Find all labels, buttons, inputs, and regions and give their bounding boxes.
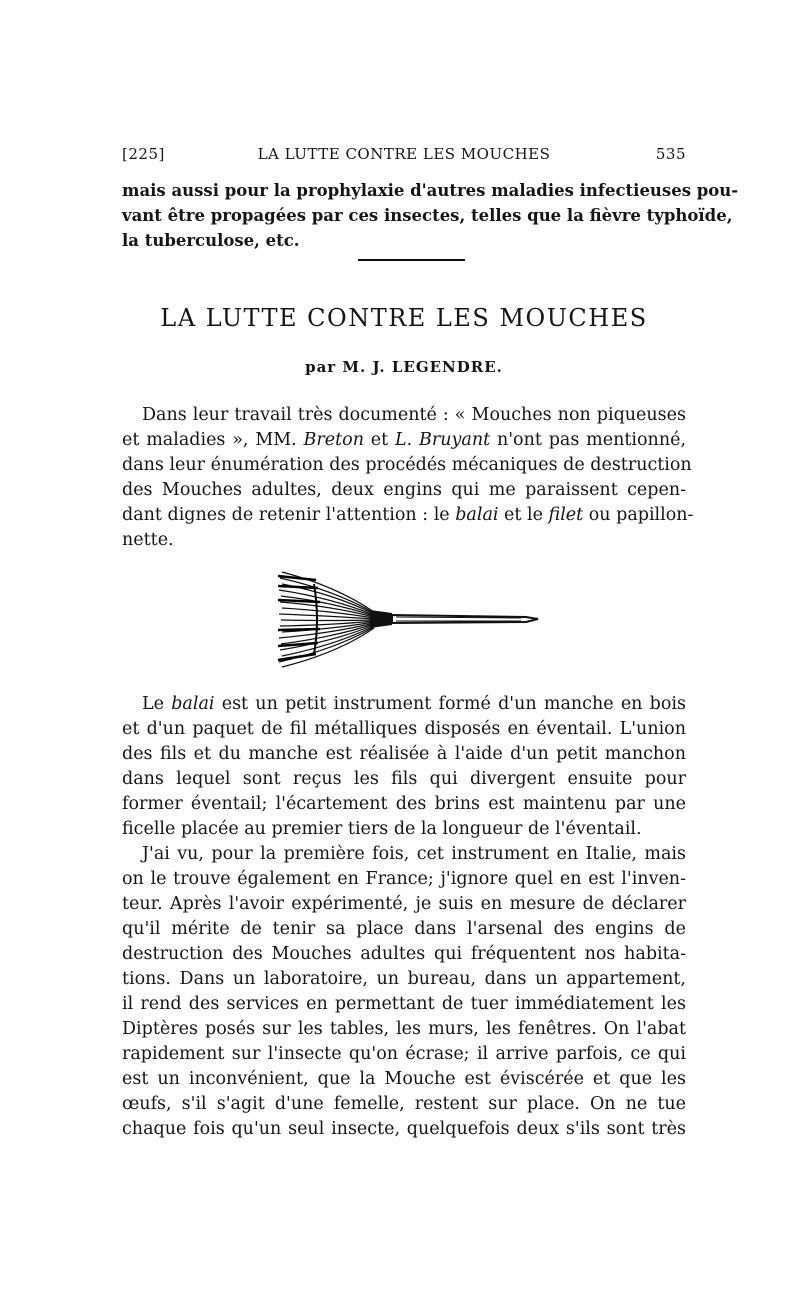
text-run: est un petit instrument formé d'un manche en bois (214, 694, 686, 714)
left-folio: [225] (122, 145, 165, 163)
text-line: J'ai vu, pour la première fois, cet instrument en Italie, mais (142, 844, 686, 864)
text-line: chaque fois qu'un seul insecte, quelquefois deux s'ils sont très (122, 1119, 686, 1139)
text-line: teur. Après l'avoir expérimenté, je suis en mesure de déclarer (122, 894, 686, 914)
text-line: œufs, s'il s'agit d'une femelle, restent sur place. On ne tue (122, 1094, 686, 1114)
text-line: des fils et du manche est réalisée à l'aide d'un petit manchon (122, 744, 686, 764)
text-line: des Mouches adultes, deux engins qui me paraissent cepen- (122, 480, 686, 500)
text-line: rapidement sur l'insecte qu'on écrase; il arrive parfois, ce qui (122, 1044, 686, 1064)
term-balai: balai (455, 505, 499, 525)
text-line: mais aussi pour la prophylaxie d'autres maladies infectieuses pou- (122, 181, 739, 200)
text-line: Dans leur travail très documenté : « Mouches non piqueuses (142, 405, 686, 425)
text-line (122, 503, 694, 528)
text-run: et le (498, 505, 549, 525)
intro-paragraph (122, 178, 739, 253)
article-title: LA LUTTE CONTRE LES MOUCHES (160, 304, 648, 332)
article-byline: par M. J. LEGENDRE. (305, 358, 503, 376)
text-line: qu'il mérite de tenir sa place dans l'arsenal des engins de (122, 919, 686, 939)
text-run: et maladies », MM. (122, 430, 304, 450)
text-line: on le trouve également en France; j'ignore quel en est l'inven- (122, 869, 686, 889)
running-head-title: LA LUTTE CONTRE LES MOUCHES (257, 145, 551, 163)
text-line (122, 692, 686, 717)
text-line: nette. (122, 530, 174, 550)
text-line: Diptères posés sur les tables, les murs, les fenêtres. On l'abat (122, 1019, 686, 1039)
paragraph-1 (122, 403, 694, 553)
author-name: L. Bruyant (395, 430, 491, 450)
text-line (122, 428, 686, 453)
text-run: Le (142, 694, 172, 714)
broom-illustration (276, 566, 540, 672)
author-name: Breton (303, 430, 364, 450)
broom-icon (276, 566, 540, 672)
page-number: 535 (655, 145, 686, 163)
text-run: ou papillon- (583, 505, 694, 525)
text-line: et d'un paquet de fil métalliques disposés en éventail. L'union (122, 719, 686, 739)
text-line: destruction des Mouches adultes qui fréquentent nos habita- (122, 944, 686, 964)
text-run: n'ont pas mentionné, (490, 430, 687, 450)
term-balai: balai (171, 694, 215, 714)
text-line: vant être propagées par ces insectes, telles que la fièvre typhoïde, (122, 206, 733, 225)
text-line: dans leur énumération des procédés mécaniques de destruction (122, 455, 692, 475)
text-run: et (363, 430, 396, 450)
running-head (122, 145, 686, 165)
text-run: dant dignes de retenir l'attention : le (122, 505, 456, 525)
text-line: ficelle placée au premier tiers de la longueur de l'éventail. (122, 819, 642, 839)
text-line: former éventail; l'écartement des brins est maintenu par une (122, 794, 686, 814)
text-line: est un inconvénient, que la Mouche est éviscérée et que les (122, 1069, 686, 1089)
term-filet: filet (548, 505, 584, 525)
text-line: dans lequel sont reçus les fils qui divergent ensuite pour (122, 769, 686, 789)
section-divider (358, 259, 465, 261)
paragraph-2 (122, 692, 686, 1142)
text-line: il rend des services en permettant de tuer immédiatement les (122, 994, 686, 1014)
text-line: tions. Dans un laboratoire, un bureau, dans un appartement, (122, 969, 686, 989)
text-line: la tuberculose, etc. (122, 231, 300, 250)
